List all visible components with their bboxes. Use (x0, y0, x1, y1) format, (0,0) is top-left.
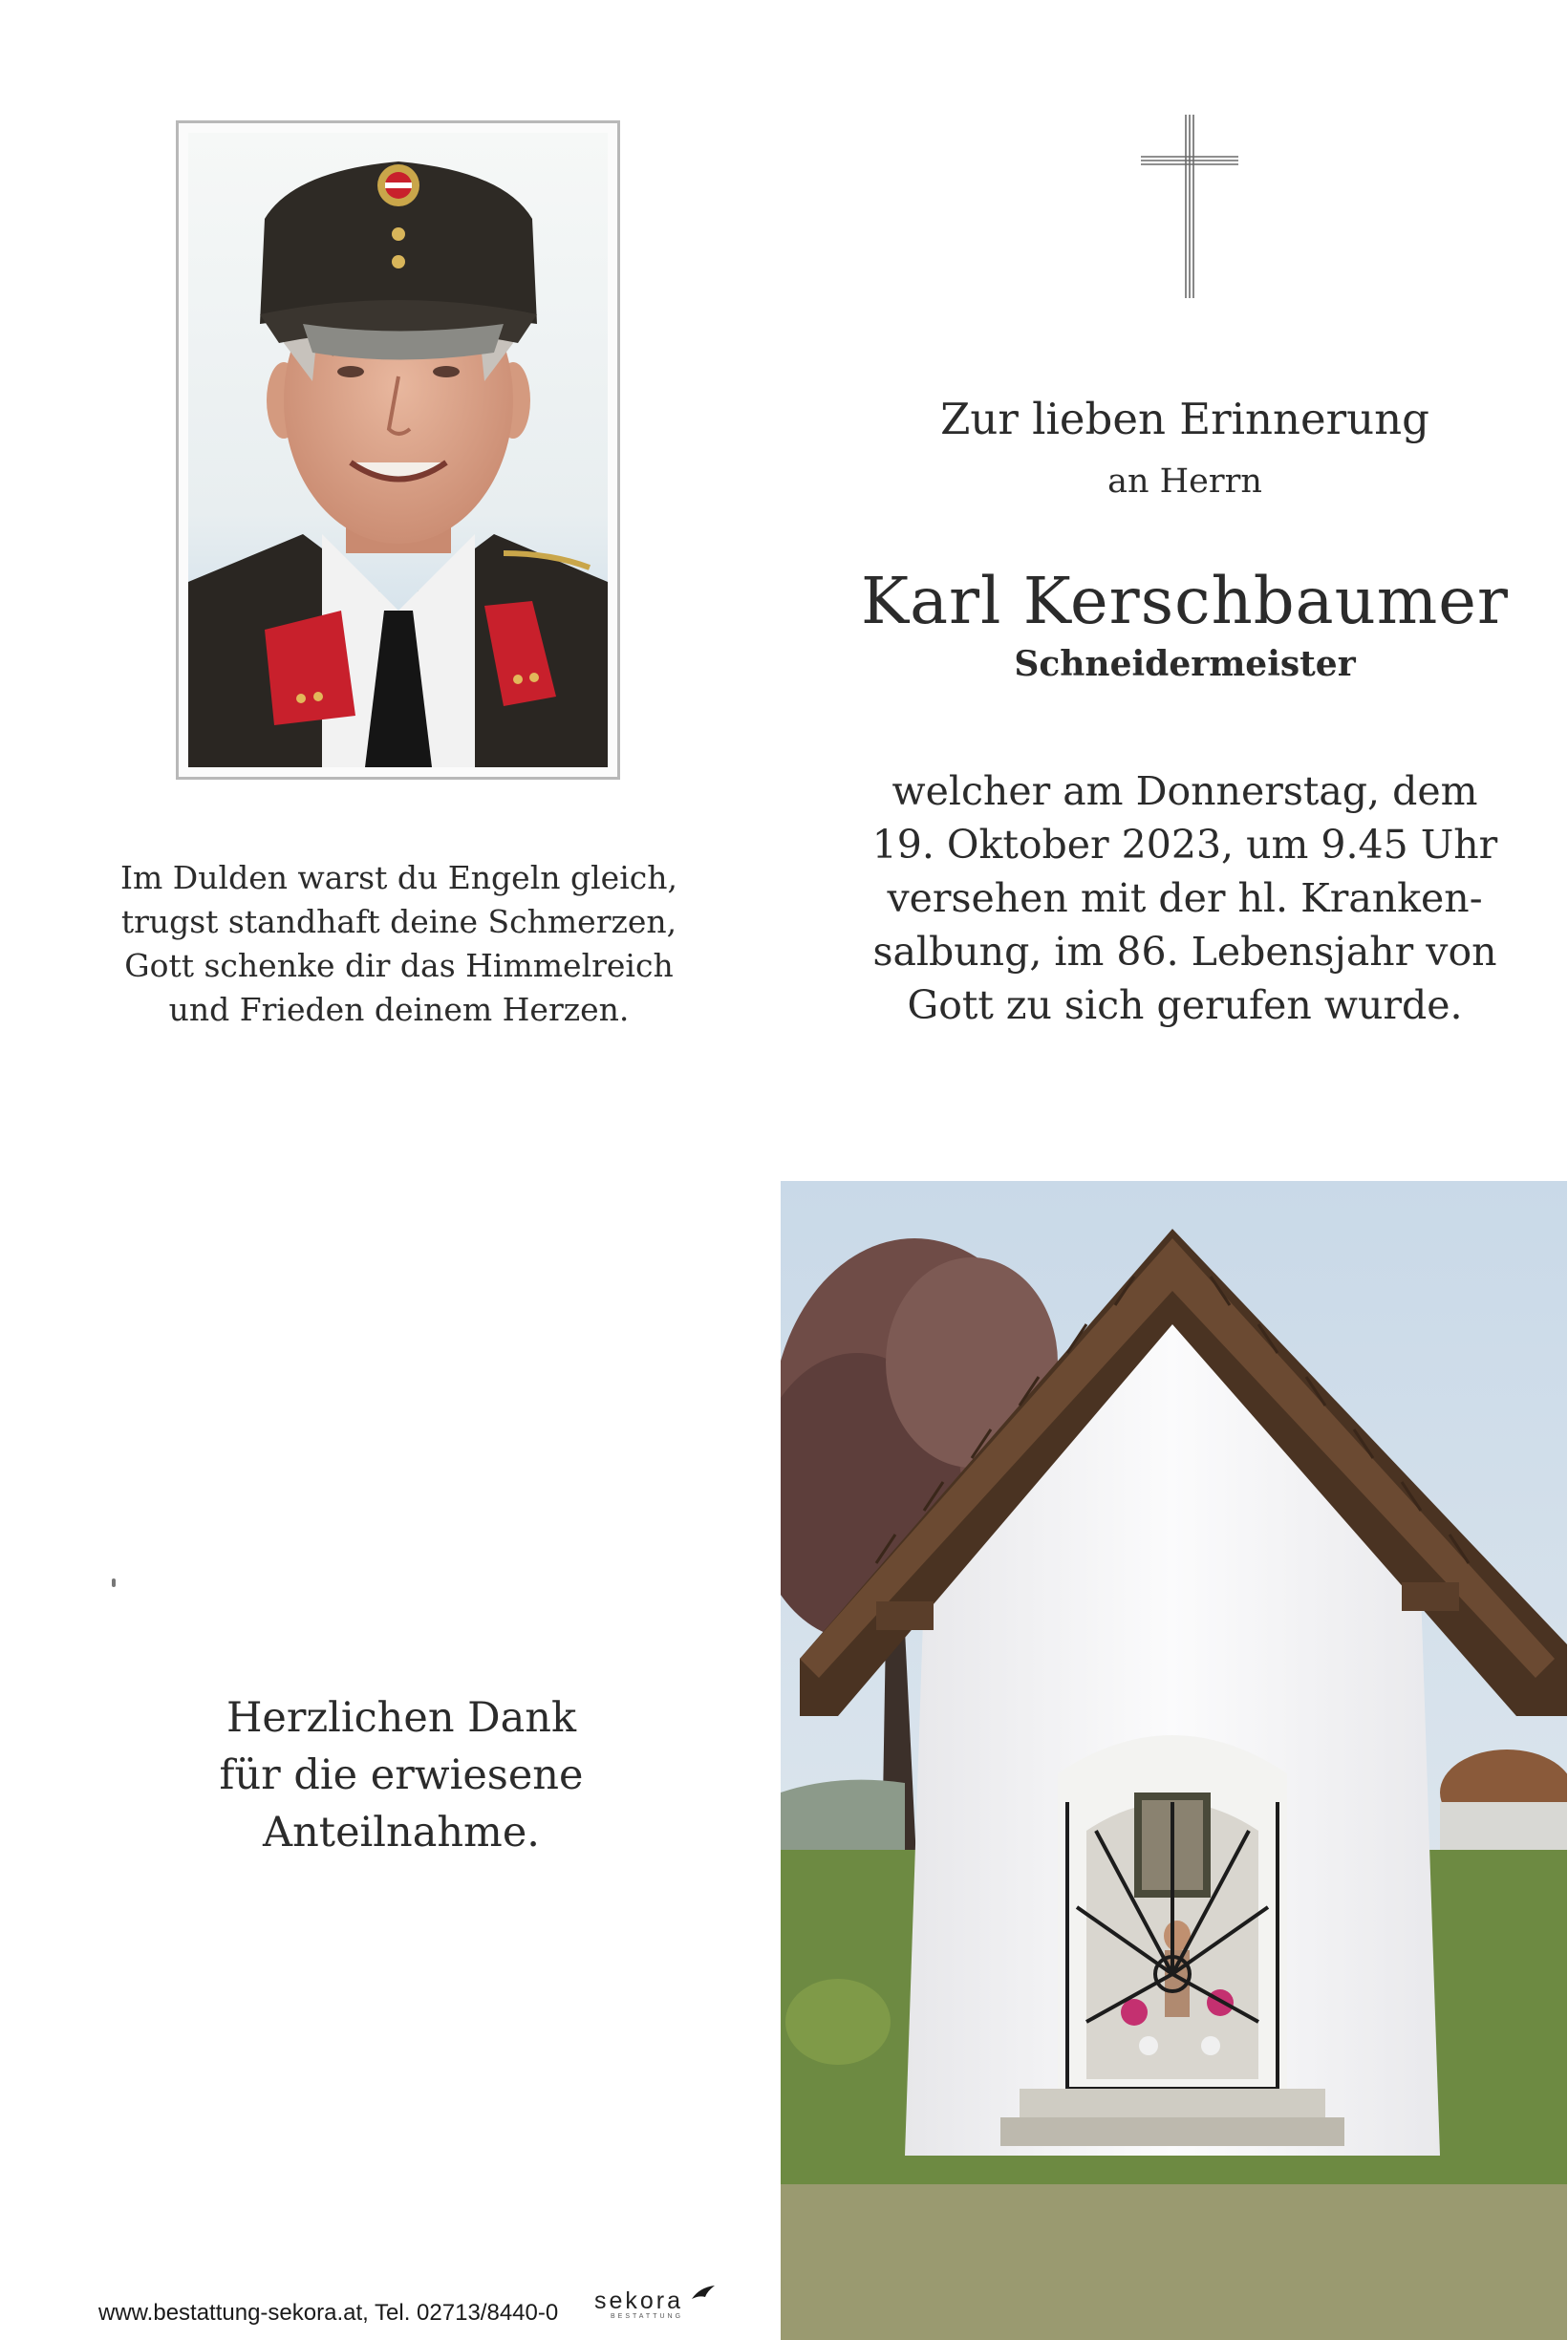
memorial-verse (110, 856, 688, 1032)
thanks-message (115, 1689, 688, 1861)
bird-logo-icon (690, 2284, 717, 2305)
verse-line: Im Dulden warst du Engeln gleich, (119, 859, 677, 896)
verse-line: Gott schenke dir das Himmelreich (124, 947, 674, 984)
thanks-line: für die erwiesene (219, 1751, 584, 1799)
funeral-home-contact: www.bestattung-sekora.at, Tel. 02713/8440-0 (98, 2300, 559, 2326)
honorific: an Herrn (1107, 462, 1262, 501)
verse-line: und Frieden deinem Herzen. (168, 991, 630, 1028)
ink-dot (112, 1578, 116, 1587)
notice-line: salbung, im 86. Lebensjahr von (872, 929, 1497, 975)
notice-line: welcher am Donnerstag, dem (891, 768, 1478, 814)
profession: Schneidermeister (1014, 644, 1356, 684)
brand-subtitle: BESTATTUNG (611, 2313, 684, 2320)
verse-line: trugst standhaft deine Schmerzen, (120, 903, 677, 940)
cross-icon (1137, 113, 1242, 304)
thanks-line: Anteilnahme. (263, 1809, 540, 1857)
portrait-photo (188, 133, 608, 767)
notice-line: 19. Oktober 2023, um 9.45 Uhr (871, 822, 1498, 868)
portrait-frame (176, 120, 620, 780)
chapel-photo (781, 1181, 1567, 2340)
thanks-line: Herzlichen Dank (226, 1694, 577, 1742)
funeral-home-logo (594, 2287, 683, 2320)
memory-heading: Zur lieben Erinnerung (940, 394, 1429, 444)
brand-name: sekora (594, 2287, 684, 2314)
notice-line: Gott zu sich gerufen wurde. (907, 982, 1463, 1028)
notice-line: versehen mit der hl. Kranken- (887, 875, 1483, 921)
death-notice (841, 764, 1529, 1032)
deceased-name: Karl Kerschbaumer (861, 564, 1509, 638)
